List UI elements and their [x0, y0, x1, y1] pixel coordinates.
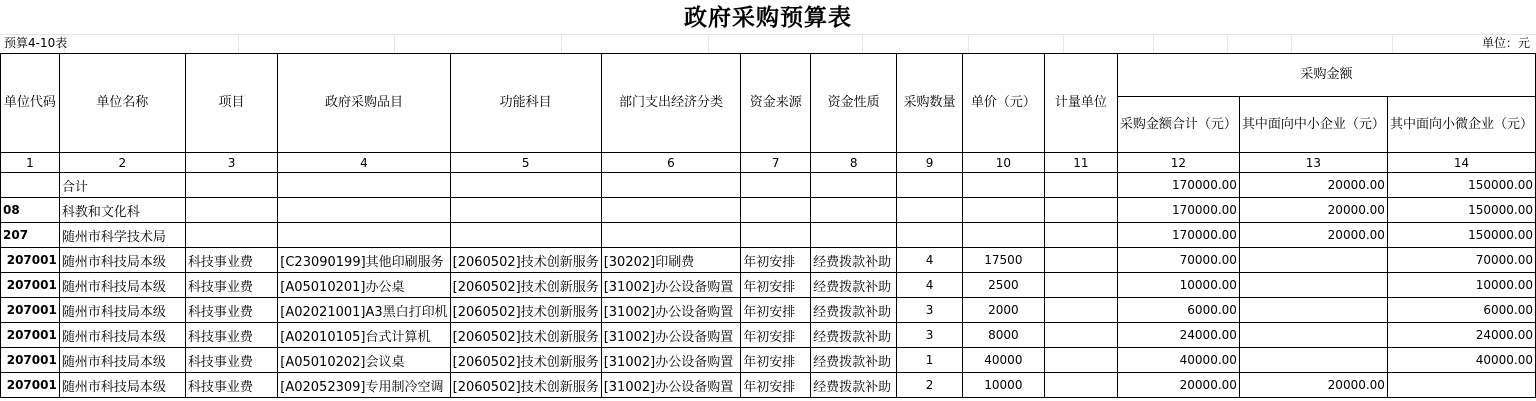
column-number: 10 — [962, 153, 1044, 173]
project-cell[interactable]: 科技事业费 — [185, 248, 277, 273]
table-code-label: 预算4-10表 — [4, 36, 68, 50]
empty-cell[interactable] — [185, 173, 277, 198]
amount-total-cell[interactable]: 170000.00 — [1117, 198, 1239, 223]
unit-code-cell[interactable] — [1, 173, 60, 198]
empty-cell[interactable] — [811, 198, 897, 223]
catalog-cell[interactable]: [A05010202]会议桌 — [278, 348, 450, 373]
amount-sme-cell[interactable] — [1239, 273, 1387, 298]
econ-cell[interactable]: [31002]办公设备购置 — [601, 273, 741, 298]
column-number: 6 — [601, 153, 741, 173]
column-number: 2 — [59, 153, 185, 173]
amount-total-cell[interactable]: 6000.00 — [1117, 298, 1239, 323]
amount-micro-cell[interactable] — [1387, 373, 1535, 398]
empty-cell[interactable] — [185, 223, 277, 248]
unit-name-cell[interactable]: 随州市科技局本级 — [59, 373, 185, 398]
unit-code-cell[interactable]: 207001 — [1, 348, 60, 373]
econ-cell[interactable]: [31002]办公设备购置 — [601, 323, 741, 348]
quantity-cell[interactable]: 4 — [897, 248, 963, 273]
empty-cell[interactable] — [601, 173, 741, 198]
amount-sme-cell[interactable]: 20000.00 — [1239, 173, 1387, 198]
unit-name-cell[interactable]: 合计 — [59, 173, 185, 198]
function-cell[interactable]: [2060502]技术创新服务 — [450, 273, 601, 298]
amount-micro-cell[interactable]: 150000.00 — [1387, 223, 1535, 248]
price-cell[interactable]: 17500 — [962, 248, 1044, 273]
amount-total-cell[interactable]: 170000.00 — [1117, 223, 1239, 248]
function-cell[interactable]: [2060502]技术创新服务 — [450, 248, 601, 273]
project-cell[interactable]: 科技事业费 — [185, 273, 277, 298]
amount-total-cell[interactable]: 20000.00 — [1117, 373, 1239, 398]
column-number: 7 — [741, 153, 811, 173]
econ-cell[interactable]: [31002]办公设备购置 — [601, 298, 741, 323]
measure-unit-cell[interactable] — [1044, 298, 1117, 323]
price-cell[interactable]: 2000 — [962, 298, 1044, 323]
amount-micro-cell[interactable]: 150000.00 — [1387, 173, 1535, 198]
function-cell[interactable]: [2060502]技术创新服务 — [450, 323, 601, 348]
amount-sme-cell[interactable] — [1239, 323, 1387, 348]
unit-code-cell[interactable]: 207001 — [1, 273, 60, 298]
summary-row-department[interactable] — [1, 198, 1536, 223]
unit-name-cell[interactable]: 随州市科技局本级 — [59, 348, 185, 373]
table-row[interactable] — [1, 273, 1536, 298]
empty-cell[interactable] — [811, 173, 897, 198]
amount-total-cell[interactable]: 40000.00 — [1117, 348, 1239, 373]
project-cell[interactable]: 科技事业费 — [185, 373, 277, 398]
header-econ-class[interactable]: 部门支出经济分类 — [601, 54, 741, 153]
source-cell[interactable]: 年初安排 — [741, 248, 811, 273]
header-measure-unit[interactable]: 计量单位 — [1044, 54, 1117, 153]
header-amount-micro[interactable]: 其中面向小微企业（元） — [1387, 97, 1535, 153]
catalog-cell[interactable]: [A05010201]办公桌 — [278, 273, 450, 298]
amount-sme-cell[interactable]: 20000.00 — [1239, 223, 1387, 248]
page-title: 政府采购预算表 — [684, 5, 852, 31]
budget-table — [0, 53, 1536, 398]
empty-cell[interactable] — [450, 223, 601, 248]
function-cell[interactable]: [2060502]技术创新服务 — [450, 348, 601, 373]
empty-cell[interactable] — [1044, 198, 1117, 223]
source-cell[interactable]: 年初安排 — [741, 323, 811, 348]
measure-unit-cell[interactable] — [1044, 348, 1117, 373]
amount-sme-cell[interactable]: 20000.00 — [1239, 373, 1387, 398]
header-function-subject[interactable]: 功能科目 — [450, 54, 601, 153]
header-price[interactable]: 单价（元） — [962, 54, 1044, 153]
empty-cell[interactable] — [962, 198, 1044, 223]
unit-code-cell[interactable]: 08 — [1, 198, 60, 223]
column-number: 3 — [185, 153, 277, 173]
column-number-row — [1, 153, 1536, 173]
amount-micro-cell[interactable]: 70000.00 — [1387, 248, 1535, 273]
project-cell[interactable]: 科技事业费 — [185, 298, 277, 323]
unit-code-cell[interactable]: 207001 — [1, 248, 60, 273]
quantity-cell[interactable]: 4 — [897, 273, 963, 298]
header-amount-total[interactable]: 采购金额合计（元） — [1117, 97, 1239, 153]
econ-cell[interactable]: [30202]印刷费 — [601, 248, 741, 273]
empty-cell[interactable] — [450, 198, 601, 223]
price-cell[interactable]: 40000 — [962, 348, 1044, 373]
empty-cell[interactable] — [962, 223, 1044, 248]
amount-total-cell[interactable]: 170000.00 — [1117, 173, 1239, 198]
empty-cell[interactable] — [1044, 223, 1117, 248]
quantity-cell[interactable]: 2 — [897, 373, 963, 398]
header-unit-name[interactable]: 单位名称 — [59, 54, 185, 153]
quantity-cell[interactable]: 3 — [897, 323, 963, 348]
column-number: 13 — [1239, 153, 1387, 173]
empty-cell[interactable] — [741, 223, 811, 248]
amount-sme-cell[interactable] — [1239, 348, 1387, 373]
amount-micro-cell[interactable]: 150000.00 — [1387, 198, 1535, 223]
empty-cell[interactable] — [185, 198, 277, 223]
summary-row-total[interactable] — [1, 173, 1536, 198]
title-row — [0, 0, 1536, 35]
header-quantity[interactable]: 采购数量 — [897, 54, 963, 153]
quantity-cell[interactable]: 1 — [897, 348, 963, 373]
nature-cell[interactable]: 经费拨款补助 — [811, 298, 897, 323]
empty-cell[interactable] — [962, 173, 1044, 198]
empty-cell[interactable] — [450, 173, 601, 198]
unit-code-cell[interactable]: 207 — [1, 223, 60, 248]
empty-cell[interactable] — [897, 223, 963, 248]
nature-cell[interactable]: 经费拨款补助 — [811, 323, 897, 348]
measure-unit-cell[interactable] — [1044, 273, 1117, 298]
nature-cell[interactable]: 经费拨款补助 — [811, 273, 897, 298]
nature-cell[interactable]: 经费拨款补助 — [811, 248, 897, 273]
empty-cell[interactable] — [278, 173, 450, 198]
unit-code-cell[interactable]: 207001 — [1, 298, 60, 323]
amount-total-cell[interactable]: 70000.00 — [1117, 248, 1239, 273]
amount-total-cell[interactable]: 10000.00 — [1117, 273, 1239, 298]
header-project[interactable]: 项目 — [185, 54, 277, 153]
unit-code-cell[interactable]: 207001 — [1, 323, 60, 348]
amount-sme-cell[interactable]: 20000.00 — [1239, 198, 1387, 223]
column-number: 14 — [1387, 153, 1535, 173]
empty-cell[interactable] — [601, 198, 741, 223]
column-number: 5 — [450, 153, 601, 173]
measure-unit-cell[interactable] — [1044, 248, 1117, 273]
catalog-cell[interactable]: [A02052309]专用制冷空调 — [278, 373, 450, 398]
quantity-cell[interactable]: 3 — [897, 298, 963, 323]
price-cell[interactable]: 2500 — [962, 273, 1044, 298]
source-cell[interactable]: 年初安排 — [741, 348, 811, 373]
unit-name-cell[interactable]: 随州市科技局本级 — [59, 298, 185, 323]
source-cell[interactable]: 年初安排 — [741, 273, 811, 298]
source-cell[interactable]: 年初安排 — [741, 373, 811, 398]
header-catalog[interactable]: 政府采购品目 — [278, 54, 450, 153]
econ-cell[interactable]: [31002]办公设备购置 — [601, 348, 741, 373]
unit-name-cell[interactable]: 随州市科技局本级 — [59, 273, 185, 298]
empty-cell[interactable] — [278, 223, 450, 248]
empty-cell[interactable] — [1044, 173, 1117, 198]
catalog-cell[interactable]: [A02021001]A3黑白打印机 — [278, 298, 450, 323]
function-cell[interactable]: [2060502]技术创新服务 — [450, 298, 601, 323]
econ-cell[interactable]: [31002]办公设备购置 — [601, 373, 741, 398]
unit-name-cell[interactable]: 随州市科技局本级 — [59, 323, 185, 348]
unit-name-cell[interactable]: 随州市科技局本级 — [59, 248, 185, 273]
header-unit-code[interactable]: 单位代码 — [1, 54, 60, 153]
price-cell[interactable]: 10000 — [962, 373, 1044, 398]
nature-cell[interactable]: 经费拨款补助 — [811, 373, 897, 398]
unit-name-cell[interactable]: 科教和文化科 — [59, 198, 185, 223]
measure-unit-cell[interactable] — [1044, 323, 1117, 348]
column-number: 1 — [1, 153, 60, 173]
amount-total-cell[interactable]: 24000.00 — [1117, 323, 1239, 348]
amount-sme-cell[interactable] — [1239, 298, 1387, 323]
measure-unit-cell[interactable] — [1044, 373, 1117, 398]
nature-cell[interactable]: 经费拨款补助 — [811, 348, 897, 373]
amount-micro-cell[interactable]: 40000.00 — [1387, 348, 1535, 373]
header-amount-group[interactable]: 采购金额 — [1117, 54, 1535, 97]
empty-cell[interactable] — [741, 173, 811, 198]
header-amount-sme[interactable]: 其中面向中小企业（元） — [1239, 97, 1387, 153]
column-number: 11 — [1044, 153, 1117, 173]
header-fund-nature[interactable]: 资金性质 — [811, 54, 897, 153]
unit-name-cell[interactable]: 随州市科学技术局 — [59, 223, 185, 248]
empty-cell[interactable] — [601, 223, 741, 248]
table-row[interactable] — [1, 373, 1536, 398]
price-cell[interactable]: 8000 — [962, 323, 1044, 348]
sheet-gridlines — [0, 34, 1536, 53]
summary-row-bureau[interactable] — [1, 223, 1536, 248]
amount-sme-cell[interactable] — [1239, 248, 1387, 273]
catalog-cell[interactable]: [C23090199]其他印刷服务 — [278, 248, 450, 273]
source-cell[interactable]: 年初安排 — [741, 298, 811, 323]
header-fund-source[interactable]: 资金来源 — [741, 54, 811, 153]
unit-code-cell[interactable]: 207001 — [1, 373, 60, 398]
table-row[interactable] — [1, 323, 1536, 348]
table-row[interactable] — [1, 348, 1536, 373]
amount-micro-cell[interactable]: 10000.00 — [1387, 273, 1535, 298]
empty-cell[interactable] — [897, 173, 963, 198]
project-cell[interactable]: 科技事业费 — [185, 348, 277, 373]
empty-cell[interactable] — [811, 223, 897, 248]
unit-label: 单位：元 — [1481, 36, 1530, 50]
table-row[interactable] — [1, 248, 1536, 273]
table-row[interactable] — [1, 298, 1536, 323]
column-number: 8 — [811, 153, 897, 173]
empty-cell[interactable] — [278, 198, 450, 223]
amount-micro-cell[interactable]: 6000.00 — [1387, 298, 1535, 323]
project-cell[interactable]: 科技事业费 — [185, 323, 277, 348]
column-number: 12 — [1117, 153, 1239, 173]
empty-cell[interactable] — [741, 198, 811, 223]
function-cell[interactable]: [2060502]技术创新服务 — [450, 373, 601, 398]
empty-cell[interactable] — [897, 198, 963, 223]
amount-micro-cell[interactable]: 24000.00 — [1387, 323, 1535, 348]
catalog-cell[interactable]: [A02010105]台式计算机 — [278, 323, 450, 348]
column-number: 9 — [897, 153, 963, 173]
column-number: 4 — [278, 153, 450, 173]
